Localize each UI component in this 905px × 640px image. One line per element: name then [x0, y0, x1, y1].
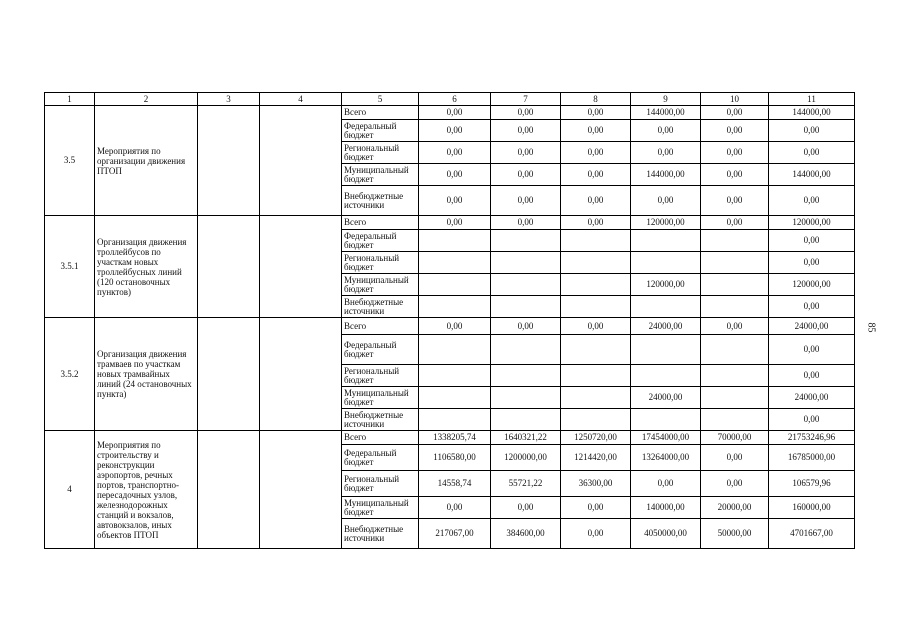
amount-cell: 0,00 — [701, 120, 769, 142]
amount-cell: 0,00 — [561, 519, 631, 549]
amount-cell: 0,00 — [769, 335, 855, 365]
amount-cell — [701, 296, 769, 318]
amount-cell: 0,00 — [491, 164, 561, 186]
col3-cell — [198, 216, 260, 318]
funding-source: Всего — [342, 318, 419, 335]
amount-cell — [561, 274, 631, 296]
funding-source: Региональный бюджет — [342, 365, 419, 387]
table-row — [45, 216, 855, 230]
amount-cell: 217067,00 — [419, 519, 491, 549]
amount-cell: 0,00 — [701, 164, 769, 186]
amount-cell: 0,00 — [561, 142, 631, 164]
amount-cell: 144000,00 — [631, 106, 701, 120]
amount-cell — [701, 365, 769, 387]
amount-cell: 0,00 — [769, 186, 855, 216]
amount-cell — [491, 296, 561, 318]
amount-cell: 1640321,22 — [491, 431, 561, 445]
funding-source: Муниципальный бюджет — [342, 274, 419, 296]
item-code: 3.5.1 — [45, 216, 95, 318]
amount-cell: 0,00 — [701, 142, 769, 164]
column-number-cell: 1 — [45, 93, 95, 106]
funding-source: Внебюджетные источники — [342, 519, 419, 549]
item-name: Организация движения троллейбусов по участкам новых троллейбусных линий (120 остановочных пунктов) — [95, 216, 198, 318]
item-code: 3.5.2 — [45, 318, 95, 431]
amount-cell — [701, 409, 769, 431]
amount-cell: 0,00 — [769, 252, 855, 274]
amount-cell: 0,00 — [419, 142, 491, 164]
amount-cell: 0,00 — [701, 216, 769, 230]
amount-cell — [631, 365, 701, 387]
funding-source: Муниципальный бюджет — [342, 164, 419, 186]
amount-cell — [491, 387, 561, 409]
amount-cell: 1106580,00 — [419, 445, 491, 471]
amount-cell: 1214420,00 — [561, 445, 631, 471]
amount-cell: 0,00 — [419, 497, 491, 519]
page-number: 85 — [865, 322, 877, 333]
amount-cell: 0,00 — [491, 106, 561, 120]
amount-cell: 0,00 — [561, 318, 631, 335]
item-name: Мероприятия по строительству и реконструкции аэропортов, речных портов, транспортно-пересадочных узлов, железнодорожных станций и вокзалов, автовокзалов, иных объектов ПТОП — [95, 431, 198, 549]
amount-cell: 36300,00 — [561, 471, 631, 497]
amount-cell: 0,00 — [769, 142, 855, 164]
funding-source: Федеральный бюджет — [342, 120, 419, 142]
amount-cell: 0,00 — [561, 164, 631, 186]
amount-cell: 24000,00 — [631, 387, 701, 409]
amount-cell: 0,00 — [561, 216, 631, 230]
funding-source: Региональный бюджет — [342, 142, 419, 164]
amount-cell: 0,00 — [561, 497, 631, 519]
amount-cell — [419, 230, 491, 252]
amount-cell: 144000,00 — [631, 164, 701, 186]
amount-cell: 1200000,00 — [491, 445, 561, 471]
col4-cell — [260, 216, 342, 318]
table-row — [45, 106, 855, 120]
column-number-cell: 8 — [561, 93, 631, 106]
funding-source: Федеральный бюджет — [342, 335, 419, 365]
column-number-cell: 5 — [342, 93, 419, 106]
col3-cell — [198, 318, 260, 431]
amount-cell: 120000,00 — [769, 274, 855, 296]
amount-cell: 0,00 — [631, 120, 701, 142]
amount-cell: 0,00 — [701, 445, 769, 471]
amount-cell: 21753246,96 — [769, 431, 855, 445]
amount-cell: 1250720,00 — [561, 431, 631, 445]
amount-cell — [491, 409, 561, 431]
column-number-cell: 6 — [419, 93, 491, 106]
amount-cell: 20000,00 — [701, 497, 769, 519]
amount-cell — [491, 365, 561, 387]
col4-cell — [260, 431, 342, 549]
funding-source: Внебюджетные источники — [342, 186, 419, 216]
amount-cell — [701, 274, 769, 296]
amount-cell — [561, 409, 631, 431]
funding-source: Муниципальный бюджет — [342, 387, 419, 409]
amount-cell — [701, 230, 769, 252]
amount-cell: 0,00 — [561, 120, 631, 142]
item-code: 3.5 — [45, 106, 95, 216]
col4-cell — [260, 318, 342, 431]
table-row — [45, 431, 855, 445]
amount-cell: 0,00 — [701, 318, 769, 335]
amount-cell: 0,00 — [419, 106, 491, 120]
item-code: 4 — [45, 431, 95, 549]
amount-cell: 4050000,00 — [631, 519, 701, 549]
funding-source: Региональный бюджет — [342, 252, 419, 274]
funding-source: Региональный бюджет — [342, 471, 419, 497]
amount-cell: 384600,00 — [491, 519, 561, 549]
amount-cell — [561, 296, 631, 318]
amount-cell: 1338205,74 — [419, 431, 491, 445]
amount-cell: 0,00 — [491, 120, 561, 142]
column-number-cell: 7 — [491, 93, 561, 106]
amount-cell: 50000,00 — [701, 519, 769, 549]
column-number-cell: 11 — [769, 93, 855, 106]
financing-table — [44, 92, 855, 549]
column-number-cell: 3 — [198, 93, 260, 106]
amount-cell: 0,00 — [631, 142, 701, 164]
amount-cell — [561, 252, 631, 274]
funding-source: Федеральный бюджет — [342, 445, 419, 471]
amount-cell: 0,00 — [419, 216, 491, 230]
amount-cell — [631, 409, 701, 431]
amount-cell — [419, 387, 491, 409]
amount-cell — [491, 335, 561, 365]
amount-cell: 55721,22 — [491, 471, 561, 497]
amount-cell — [419, 252, 491, 274]
funding-source: Всего — [342, 106, 419, 120]
amount-cell: 0,00 — [769, 120, 855, 142]
amount-cell: 0,00 — [701, 106, 769, 120]
amount-cell — [631, 230, 701, 252]
amount-cell — [561, 387, 631, 409]
amount-cell — [701, 252, 769, 274]
amount-cell: 0,00 — [561, 186, 631, 216]
column-number-row — [45, 93, 855, 106]
column-number-cell: 9 — [631, 93, 701, 106]
amount-cell: 0,00 — [701, 186, 769, 216]
amount-cell: 0,00 — [491, 497, 561, 519]
item-name: Организация движения трамваев по участкам новых трамвайных линий (24 остановочных пункта) — [95, 318, 198, 431]
col3-cell — [198, 106, 260, 216]
amount-cell — [419, 296, 491, 318]
amount-cell — [561, 230, 631, 252]
amount-cell: 17454000,00 — [631, 431, 701, 445]
amount-cell: 120000,00 — [769, 216, 855, 230]
amount-cell — [561, 365, 631, 387]
amount-cell: 0,00 — [631, 471, 701, 497]
amount-cell: 14558,74 — [419, 471, 491, 497]
amount-cell: 106579,96 — [769, 471, 855, 497]
column-number-cell: 4 — [260, 93, 342, 106]
amount-cell: 0,00 — [491, 318, 561, 335]
amount-cell — [631, 252, 701, 274]
amount-cell: 0,00 — [491, 216, 561, 230]
amount-cell: 24000,00 — [631, 318, 701, 335]
amount-cell: 0,00 — [561, 106, 631, 120]
amount-cell — [419, 335, 491, 365]
amount-cell: 0,00 — [769, 365, 855, 387]
amount-cell: 0,00 — [419, 186, 491, 216]
amount-cell: 0,00 — [491, 186, 561, 216]
amount-cell: 0,00 — [769, 230, 855, 252]
amount-cell — [561, 335, 631, 365]
item-name: Мероприятия по организации движения ПТОП — [95, 106, 198, 216]
amount-cell — [491, 274, 561, 296]
amount-cell: 70000,00 — [701, 431, 769, 445]
amount-cell: 24000,00 — [769, 318, 855, 335]
amount-cell: 0,00 — [701, 471, 769, 497]
amount-cell: 4701667,00 — [769, 519, 855, 549]
funding-source: Внебюджетные источники — [342, 409, 419, 431]
amount-cell — [701, 387, 769, 409]
amount-cell: 120000,00 — [631, 274, 701, 296]
amount-cell — [631, 335, 701, 365]
funding-source: Всего — [342, 216, 419, 230]
amount-cell: 160000,00 — [769, 497, 855, 519]
col3-cell — [198, 431, 260, 549]
amount-cell — [419, 409, 491, 431]
amount-cell — [701, 335, 769, 365]
amount-cell — [419, 365, 491, 387]
amount-cell: 0,00 — [769, 296, 855, 318]
funding-source: Федеральный бюджет — [342, 230, 419, 252]
funding-source: Всего — [342, 431, 419, 445]
funding-source: Муниципальный бюджет — [342, 497, 419, 519]
amount-cell: 0,00 — [419, 164, 491, 186]
amount-cell: 0,00 — [631, 186, 701, 216]
amount-cell: 140000,00 — [631, 497, 701, 519]
amount-cell: 144000,00 — [769, 164, 855, 186]
amount-cell: 24000,00 — [769, 387, 855, 409]
amount-cell — [491, 252, 561, 274]
amount-cell: 13264000,00 — [631, 445, 701, 471]
amount-cell: 16785000,00 — [769, 445, 855, 471]
column-number-cell: 10 — [701, 93, 769, 106]
amount-cell — [419, 274, 491, 296]
amount-cell: 120000,00 — [631, 216, 701, 230]
amount-cell: 0,00 — [769, 409, 855, 431]
amount-cell — [631, 296, 701, 318]
amount-cell — [491, 230, 561, 252]
amount-cell: 0,00 — [491, 142, 561, 164]
amount-cell: 0,00 — [419, 318, 491, 335]
column-number-cell: 2 — [95, 93, 198, 106]
amount-cell: 144000,00 — [769, 106, 855, 120]
funding-source: Внебюджетные источники — [342, 296, 419, 318]
table-row — [45, 318, 855, 335]
amount-cell: 0,00 — [419, 120, 491, 142]
col4-cell — [260, 106, 342, 216]
